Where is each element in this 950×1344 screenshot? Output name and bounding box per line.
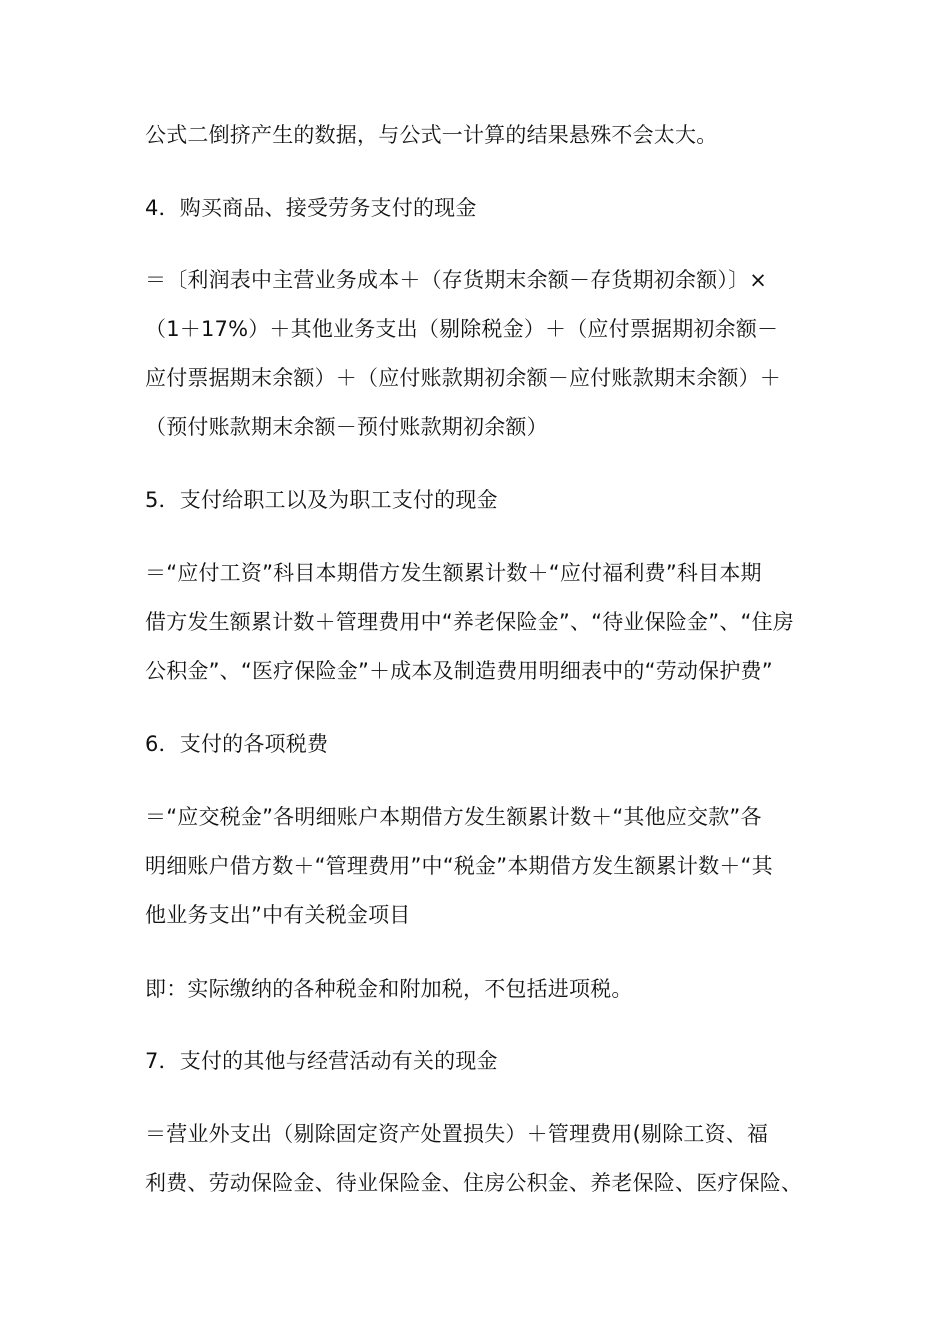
text-line: 即：实际缴纳的各种税金和附加税，不包括进项税。 — [145, 977, 633, 1001]
text-line: 他业务支出”中有关税金项目 — [145, 903, 411, 927]
heading-item-6 — [145, 720, 815, 769]
text-line: 应付票据期末余额）＋（应付账款期初余额－应付账款期末余额）＋ — [145, 366, 781, 390]
text-line: 利费、劳动保险金、待业保险金、住房公积金、养老保险、医疗保险、 — [145, 1171, 803, 1195]
heading-item-7 — [145, 1037, 815, 1086]
text-line: 4．购买商品、接受劳务支付的现金 — [145, 196, 477, 220]
text-line: （预付账款期末余额－预付账款期初余额） — [145, 415, 548, 439]
text-line: 5．支付给职工以及为职工支付的现金 — [145, 488, 498, 512]
text-line: 7．支付的其他与经营活动有关的现金 — [145, 1049, 498, 1073]
text-line: 借方发生额累计数＋管理费用中“养老保险金”、“待业保险金”、“住房 — [145, 610, 794, 634]
text-line: ＝“应交税金”各明细账户本期借方发生额累计数＋“其他应交款”各 — [145, 805, 762, 829]
text-line: 6．支付的各项税费 — [145, 732, 329, 756]
text-line: ＝“应付工资”科目本期借方发生额累计数＋“应付福利费”科目本期 — [145, 561, 762, 585]
text-line: ＝〔利润表中主营业务成本＋（存货期末余额－存货期初余额）〕× — [145, 268, 768, 292]
paragraph-item-6-note — [145, 965, 815, 1014]
heading-item-4 — [145, 184, 815, 233]
text-line: 明细账户借方数＋“管理费用”中“税金”本期借方发生额累计数＋“其 — [145, 854, 773, 878]
text-line: （1＋17%）＋其他业务支出（剔除税金）＋（应付票据期初余额－ — [145, 317, 779, 341]
heading-item-5 — [145, 476, 815, 525]
paragraph-formula-note — [145, 111, 815, 160]
text-line: 公式二倒挤产生的数据，与公式一计算的结果悬殊不会太大。 — [145, 123, 718, 147]
paragraph-item-5-formula — [145, 549, 815, 696]
paragraph-item-7-formula — [145, 1110, 815, 1208]
text-line: ＝营业外支出（剔除固定资产处置损失）＋管理费用(剔除工资、福 — [145, 1122, 769, 1146]
text-line: 公积金”、“医疗保险金”＋成本及制造费用明细表中的“劳动保护费” — [145, 659, 773, 683]
paragraph-item-4-formula — [145, 256, 815, 452]
paragraph-item-6-formula — [145, 793, 815, 940]
